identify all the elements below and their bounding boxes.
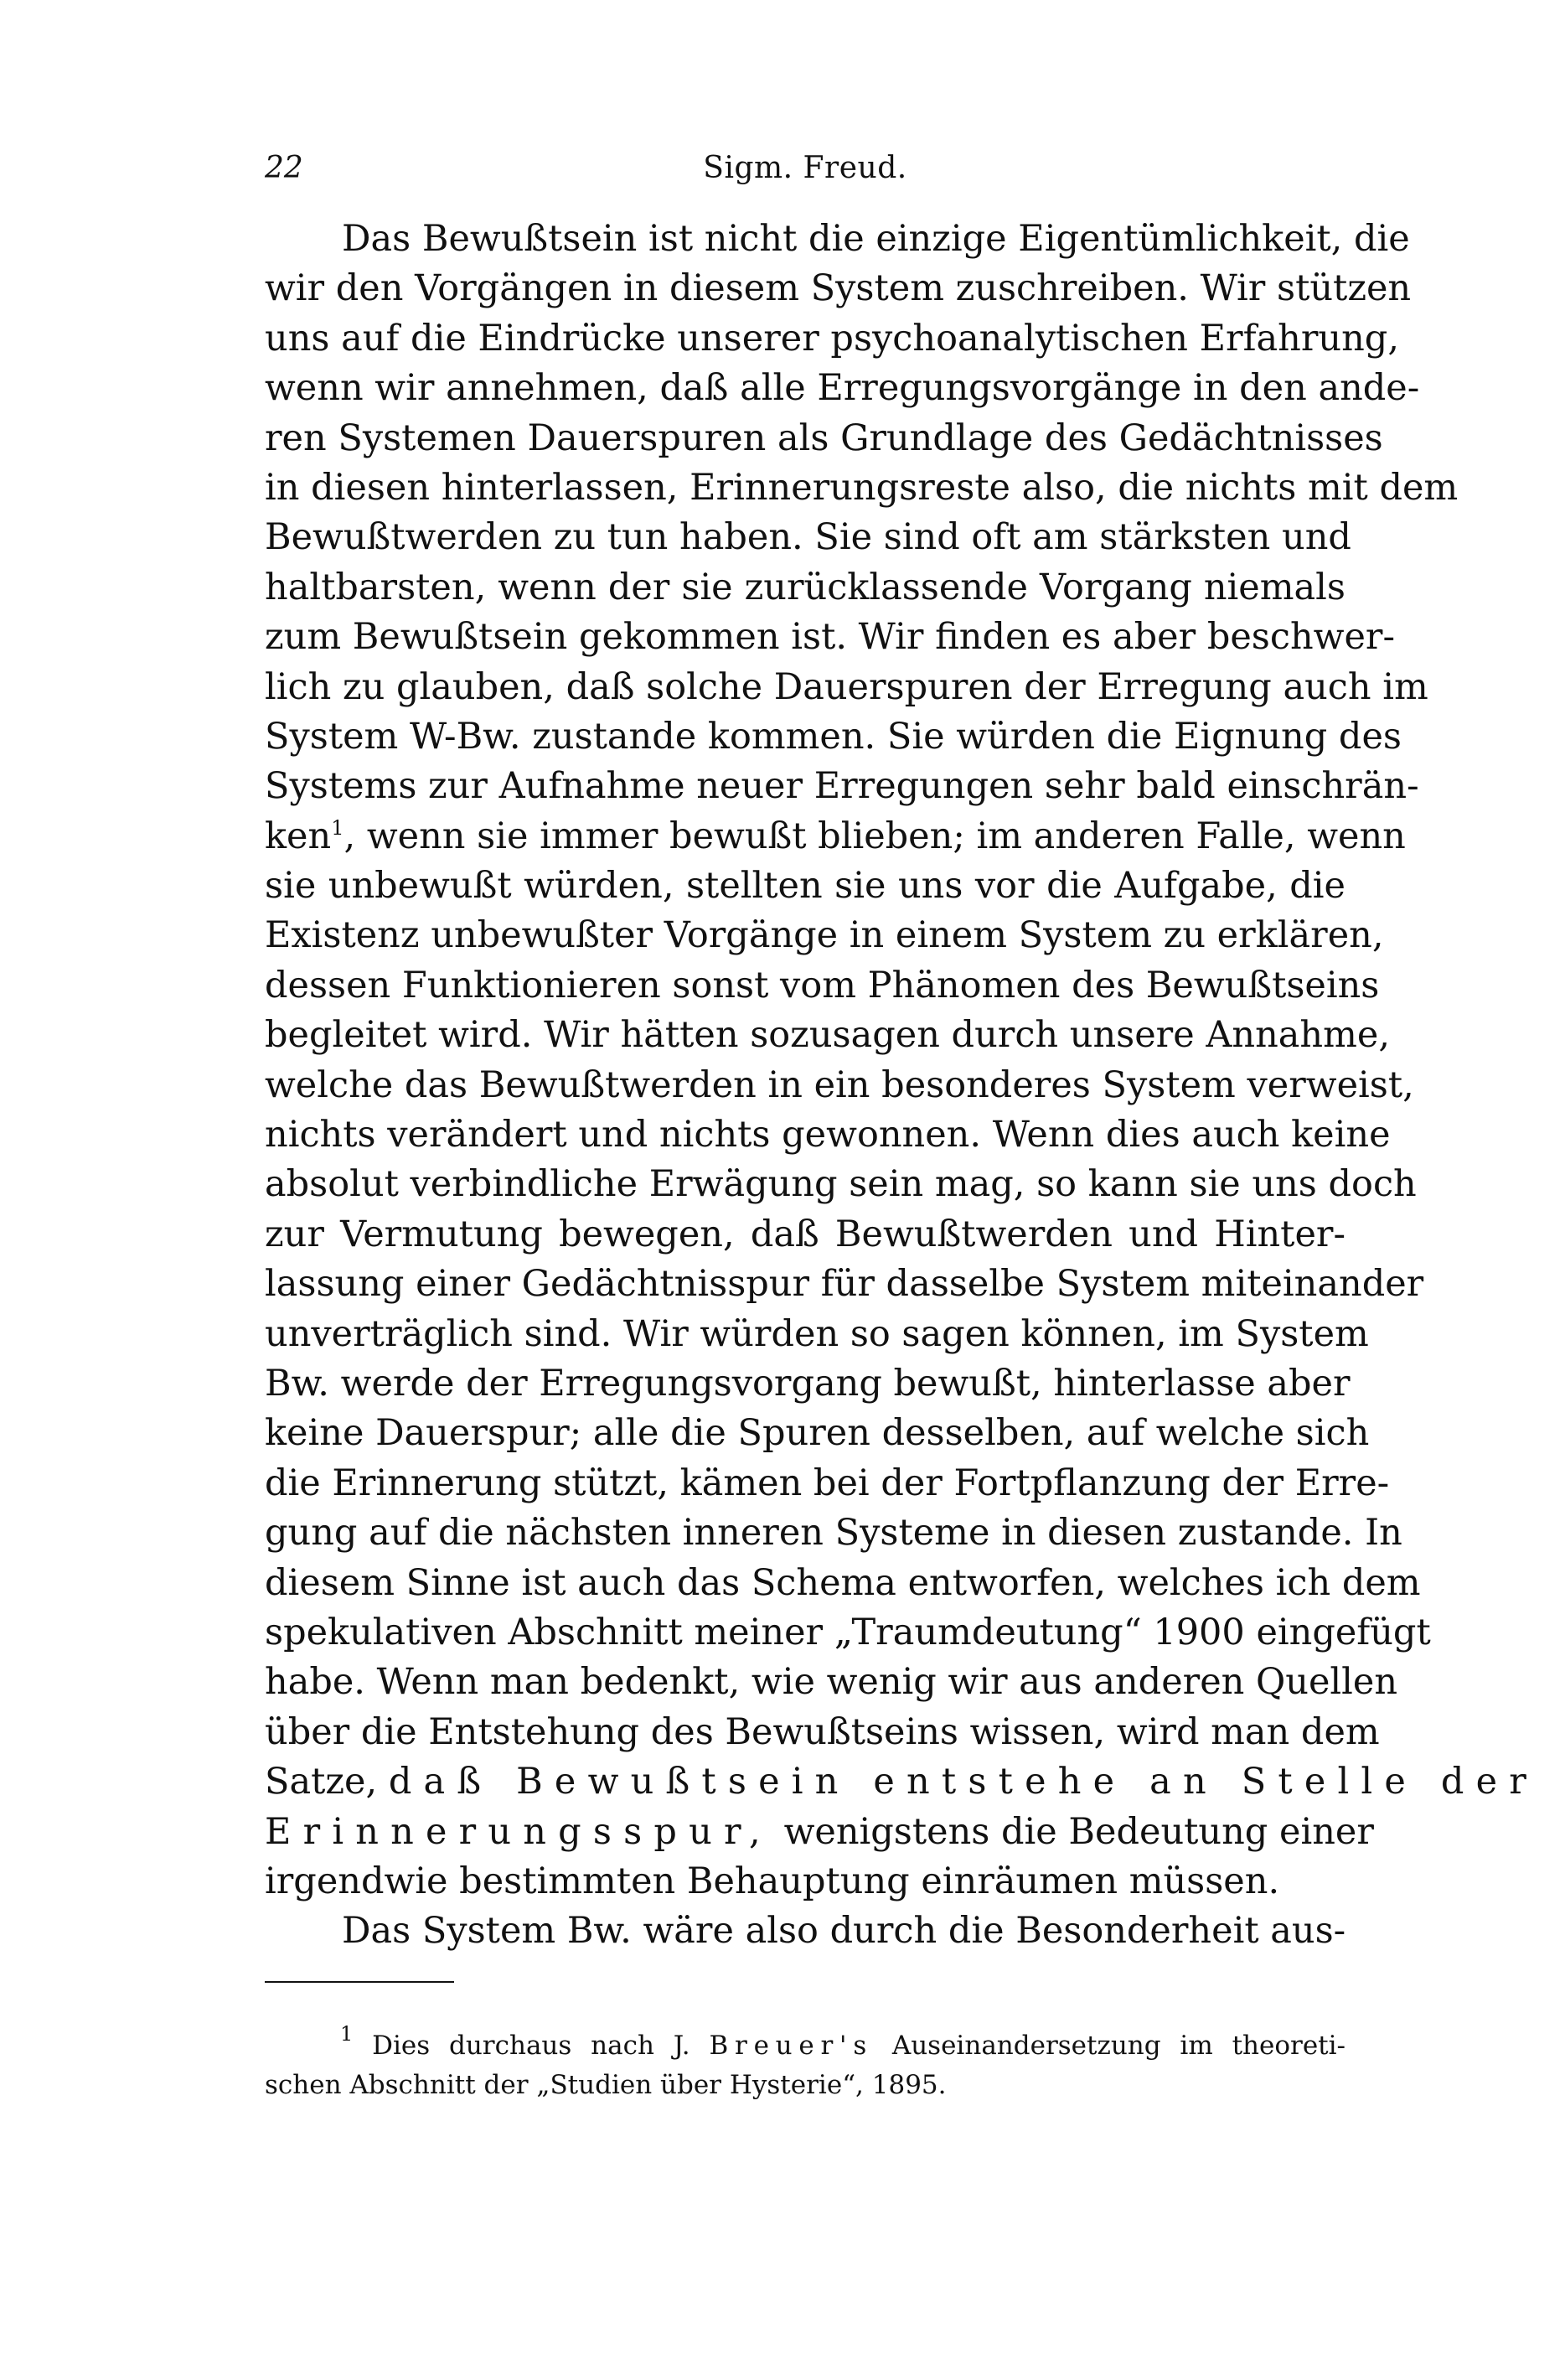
text-line: absolut verbindliche Erwägung sein mag, so kann sie uns doch: [265, 1163, 1417, 1206]
text-line: begleitet wird. Wir hätten sozusagen durch unsere Annahme,: [265, 1014, 1391, 1057]
running-head: Sigm. Freud.: [703, 151, 907, 185]
text-line: in diesen hinterlassen, Erinnerungsreste also, die nichts mit dem: [265, 466, 1459, 509]
text-line: irgendwie bestimmten Behauptung einräumen müssen.: [265, 1860, 1280, 1902]
text-segment: Satze,: [265, 1761, 378, 1803]
text-line: lassung einer Gedächtnisspur für dasselbe System miteinander: [265, 1263, 1424, 1306]
text-line: lich zu glauben, daß solche Dauerspuren der Erregung auch im: [265, 665, 1428, 708]
footnote-line: schen Abschnitt der „Studien über Hysterie“, 1895.: [265, 2070, 947, 2100]
footnote-reference: 1: [331, 815, 344, 840]
footnote-marker: 1: [340, 2022, 354, 2046]
page-number: 22: [265, 151, 303, 185]
text-segment: Dies durchaus nach J.: [372, 2031, 690, 2061]
text-line: gung auf die nächsten inneren Systeme in diesen zustande. In: [265, 1512, 1402, 1555]
text-line: zum Bewußtsein gekommen ist. Wir finden es aber beschwer-: [265, 616, 1395, 659]
text-line: sie unbewußt würden, stellten sie uns vor die Aufgabe, die: [265, 865, 1345, 908]
body-text: [265, 215, 1538, 1957]
text-line: Das Bewußtsein ist nicht die einzige Eigentümlichkeit, die: [342, 218, 1410, 260]
text-line: unverträglich sind. Wir würden so sagen können, im System: [265, 1312, 1369, 1355]
emphasized-text: daß Bewußtsein entstehe an Stelle der: [388, 1761, 1538, 1803]
footnote-rule: [265, 1981, 454, 1983]
emphasized-name: Breuer's: [709, 2031, 873, 2061]
text-line: Bw. werde der Erregungsvorgang bewußt, hinterlasse aber: [265, 1362, 1351, 1405]
text-line: Systems zur Aufnahme neuer Erregungen sehr bald einschrän-: [265, 765, 1419, 808]
text-line: haltbarsten, wenn der sie zurücklassende Vorgang niemals: [265, 566, 1345, 608]
text-line: über die Entstehung des Bewußtseins wissen, wird man dem: [265, 1710, 1380, 1753]
text-line: Das System Bw. wäre also durch die Besonderheit aus-: [342, 1910, 1346, 1953]
text-line: [265, 1808, 1374, 1857]
text-line: System W-Bw. zustande kommen. Sie würden die Eignung des: [265, 715, 1402, 758]
text-line: welche das Bewußtwerden in ein besonderes System verweist,: [265, 1063, 1414, 1106]
text-line: zur Vermutung bewegen, daß Bewußtwerden und Hinter-: [265, 1213, 1345, 1255]
text-line: Bewußtwerden zu tun haben. Sie sind oft am stärksten und: [265, 516, 1351, 559]
emphasized-text: Erinnerungsspur,: [265, 1810, 772, 1853]
text-line: wir den Vorgängen in diesem System zuschreiben. Wir stützen: [265, 267, 1412, 310]
text-line: habe. Wenn man bedenkt, wie wenig wir aus anderen Quellen: [265, 1661, 1398, 1704]
page-header: [265, 151, 1345, 193]
text-line: [265, 812, 1406, 861]
text-line: uns auf die Eindrücke unserer psychoanalytischen Erfahrung,: [265, 317, 1399, 360]
text-line: wenn wir annehmen, daß alle Erregungsvorgänge in den ande-: [265, 367, 1420, 410]
text-line: nichts verändert und nichts gewonnen. Wenn dies auch keine: [265, 1114, 1391, 1156]
footnote: [265, 2022, 1346, 2105]
text-line: diesem Sinne ist auch das Schema entworfen, welches ich dem: [265, 1561, 1421, 1604]
text-segment: , wenn sie immer bewußt blieben; im anderen Falle, wenn: [343, 815, 1406, 857]
text-line: [265, 1757, 1538, 1807]
text-line: spekulativen Abschnitt meiner „Traumdeutung“ 1900 eingefügt: [265, 1611, 1431, 1653]
text-segment: ken: [265, 815, 332, 857]
text-segment: Auseinandersetzung im theoreti-: [891, 2031, 1346, 2061]
text-line: ren Systemen Dauerspuren als Grundlage des Gedächtnisses: [265, 416, 1383, 459]
text-line: dessen Funktionieren sonst vom Phänomen des Bewußtseins: [265, 964, 1380, 1006]
text-line: die Erinnerung stützt, kämen bei der Fortpflanzung der Erre-: [265, 1462, 1390, 1504]
text-line: keine Dauerspur; alle die Spuren desselben, auf welche sich: [265, 1412, 1370, 1455]
footnote-line: [265, 2022, 1346, 2066]
text-line: Existenz unbewußter Vorgänge in einem System zu erklären,: [265, 914, 1384, 957]
text-segment: wenigstens die Bedeutung einer: [783, 1810, 1374, 1853]
